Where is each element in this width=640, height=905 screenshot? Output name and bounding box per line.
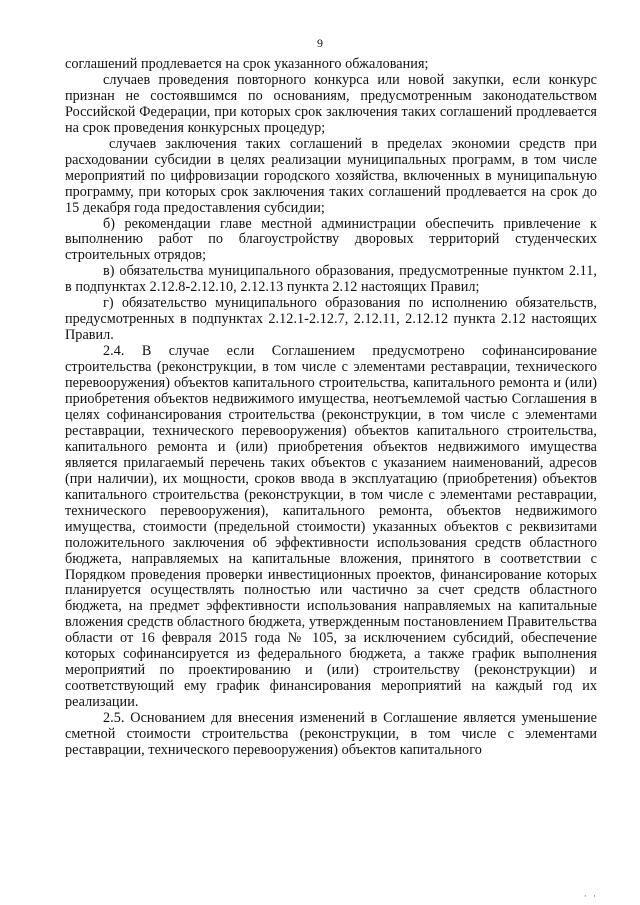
paragraph-savings-case: случаев заключения таких соглашений в пределах экономии средств при расходовании субсидии в целях реализации муниципальных программ, в том числе мероприятий по цифровизации городского хозяйства, включенных в муниципальную программу, при которых срок заключения таких соглашений продлевается на срок до 15 декабря года предоставления субсидии; (65, 135, 597, 216)
paragraph-item-v: в) обязательства муниципального образования, предусмотренные пунктом 2.11, в подпунктах 2.12.8-2.12.10, 2.12.13 пункта 2.12 настоящих Правил; (65, 263, 597, 296)
scan-artifact: · · (583, 891, 598, 901)
page-number: 9 (317, 36, 323, 50)
paragraph-item-g: г) обязательство муниципального образования по исполнению обязательств, предусмотренных в подпунктах 2.12.1-2.12.7, 2.12.11, 2.12.12 пункта 2.12 настоящих Правил. (65, 295, 597, 344)
paragraph-clause-2-5: 2.5. Основанием для внесения изменений в Соглашение является уменьшение сметной стоимости строительства (реконструкции, в том числе с элементами реставрации, технического перевооружения) объектов капитального (65, 710, 597, 758)
paragraph-item-b: б) рекомендации главе местной администрации обеспечить привлечение к выполнению работ по благоустройству дворовых территорий студенческих строительных отрядов; (65, 215, 597, 264)
paragraph-repeat-tender-case: случаев проведения повторного конкурса или новой закупки, если конкурс признан не состоявшимся по основаниям, предусмотренным законодательством Российской Федерации, при которых срок заключения таких соглашений продлевается на срок проведения конкурсных процедур; (65, 71, 597, 136)
paragraph-continuation: соглашений продлевается на срок указанного обжалования; (65, 56, 429, 72)
paragraph-clause-2-4: 2.4. В случае если Соглашением предусмотрено софинансирование строительства (реконструкции, в том числе с элементами реставрации, технического перевооружения) объектов капитального строительства, капитального ремонта и (или) приобретения объектов недвижимого имущества, неотъемлемой частью Соглашения в целях софинансирования строительства (реконструкции, в том числе с элементами реставрации, технического перевооружения) объектов капитального строительства, капитального ремонта и (или) приобретения объектов недвижимого имущества является прилагаемый перечень таких объектов с указанием наименований, адресов (при наличии), их мощности, сроков ввода в эксплуатацию (приобретения) объектов капитального строительства (реконструкции, в том числе с элементами реставрации, технического перевооружения), капитального ремонта, объектов недвижимого имущества, стоимости (предельной стоимости) указанных объектов с реквизитами положительного заключения об эффективности использования средств областного бюджета, направляемых на капитальные вложения, принятого в соответствии с Порядком проведения проверки инвестиционных проектов, финансирование которых планируется осуществлять полностью или частично за счет средств областного бюджета, на предмет эффективности использования направляемых на капитальные вложения средств областного бюджета, утвержденным постановлением Правительства области от 16 февраля 2015 года № 105, за исключением субсидий, обеспечение которых софинансируется из федерального бюджета, а также график выполнения мероприятий по проектированию и (или) строительству (реконструкции) и соответствующий ему график финансирования мероприятий на каждый год их реализации. (65, 343, 597, 711)
document-body (65, 57, 597, 759)
